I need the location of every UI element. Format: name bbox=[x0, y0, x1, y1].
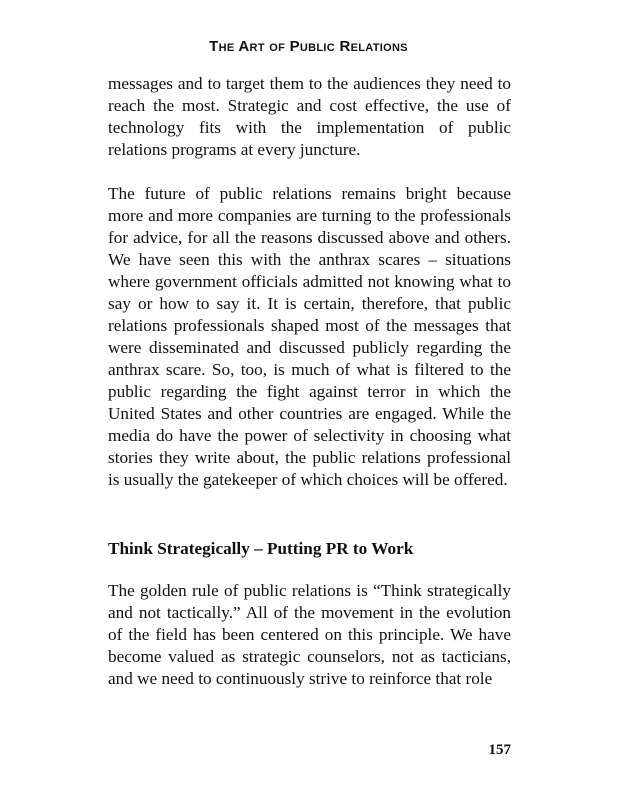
body-paragraph: messages and to target them to the audiences they need to reach the most. Strategic and cost effective, the use of technology fits with the implementation of public relations programs at every juncture. bbox=[108, 74, 511, 159]
body-paragraph: The future of public relations remains bright because more and more companies are turning to the professionals for advice, for all the reasons discussed above and others. We have seen this with the anthrax scares – situations where government officials admitted not knowing what to say or how to say it. It is certain, therefore, that public relations professionals shaped most of the messages that were disseminated and discussed publicly regarding the anthrax scare. So, too, is much of what is filtered to the public regarding the fight against terror in which the United States and other countries are engaged. While the media do have the power of selectivity in choosing what stories they write about, the public relations professional is usually the gatekeeper of which choices will be offered. bbox=[108, 184, 511, 489]
section-heading: Think Strategically – Putting PR to Work bbox=[108, 539, 414, 558]
running-head-title: The Art of Public Relations bbox=[209, 38, 408, 55]
body-paragraph: The golden rule of public relations is “Think strategically and not tactically.” All of the movement in the evolution of the field has been centered on this principle. We have become valued as strategic counselors, not as tacticians, and we need to continuously strive to reinforce that role bbox=[108, 581, 511, 688]
page-number: 157 bbox=[488, 742, 511, 758]
